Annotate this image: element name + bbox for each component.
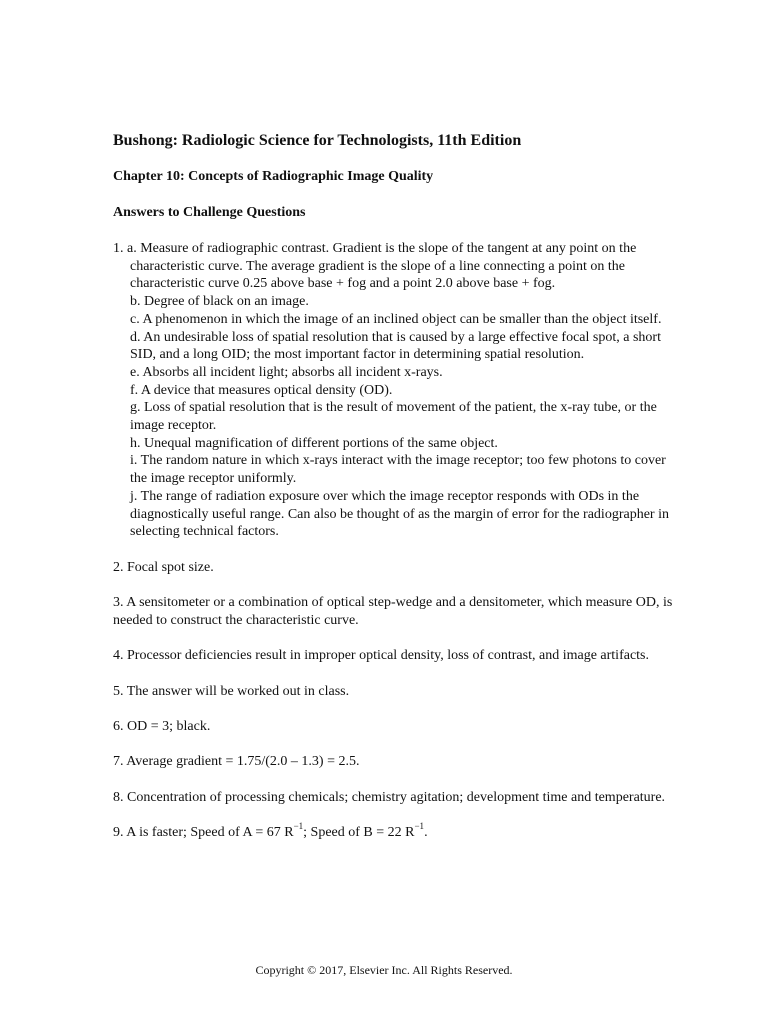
copyright-footer: Copyright © 2017, Elsevier Inc. All Rights Reserved.: [255, 963, 513, 977]
answer-1c: c. A phenomenon in which the image of an inclined object can be smaller than the object itself.: [130, 311, 662, 327]
answer-1b: b. Degree of black on an image.: [130, 294, 309, 310]
book-title: Bushong: Radiologic Science for Technologists, 11th Edition: [113, 132, 522, 149]
answer-1j: j. The range of radiation exposure over which the image receptor responds with ODs in the diagnostically useful range. Can also be thought of as the margin of error for the radiographer in selecting technical factors.: [130, 488, 669, 540]
answer-9-sup2: −1: [414, 821, 425, 832]
answer-9-part1: 9. A is faster; Speed of A = 67 R: [113, 825, 294, 841]
document-content: [113, 131, 673, 859]
section-title: Answers to Challenge Questions: [113, 205, 306, 220]
answer-8: 8. Concentration of processing chemicals; chemistry agitation; development time and temperature.: [113, 789, 666, 805]
answer-9-part3: .: [424, 825, 428, 841]
answer-1i: i. The random nature in which x-rays interact with the image receptor; too few photons to cover the image receptor uniformly.: [130, 453, 666, 487]
answer-9-part2: ; Speed of B = 22 R: [303, 825, 415, 841]
chapter-title: Chapter 10: Concepts of Radiographic Image Quality: [113, 169, 434, 184]
answer-3: 3. A sensitometer or a combination of optical step-wedge and a densitometer, which measure OD, is needed to construct the characteristic curve.: [113, 595, 673, 628]
answer-1d: d. An undesirable loss of spatial resolution that is caused by a large effective focal spot, a short SID, and a long OID; the most important factor in determining spatial resolution.: [130, 329, 661, 363]
answer-9-sup1: −1: [293, 821, 304, 832]
answer-1: [113, 240, 673, 541]
answer-7: 7. Average gradient = 1.75/(2.0 – 1.3) = 2.5.: [113, 754, 360, 770]
answer-2: 2. Focal spot size.: [113, 559, 214, 575]
answer-1a: 1. a. Measure of radiographic contrast. Gradient is the slope of the tangent at any point on the characteristic curve. The average gradient is the slope of a line connecting a point on the characteristic curve 0.25 above base + fog and a point 2.0 above base + fog.: [113, 241, 637, 292]
answer-1e: e. Absorbs all incident light; absorbs all incident x-rays.: [130, 364, 443, 380]
answer-9: [113, 821, 673, 842]
answer-5: 5. The answer will be worked out in class.: [113, 683, 350, 699]
answer-1f: f. A device that measures optical density (OD).: [130, 382, 393, 398]
answer-4: 4. Processor deficiencies result in improper optical density, loss of contrast, and image artifacts.: [113, 648, 649, 664]
answer-6: 6. OD = 3; black.: [113, 718, 211, 734]
answer-1g: g. Loss of spatial resolution that is the result of movement of the patient, the x-ray tube, or the image receptor.: [130, 400, 657, 434]
answer-1h: h. Unequal magnification of different portions of the same object.: [130, 435, 498, 451]
